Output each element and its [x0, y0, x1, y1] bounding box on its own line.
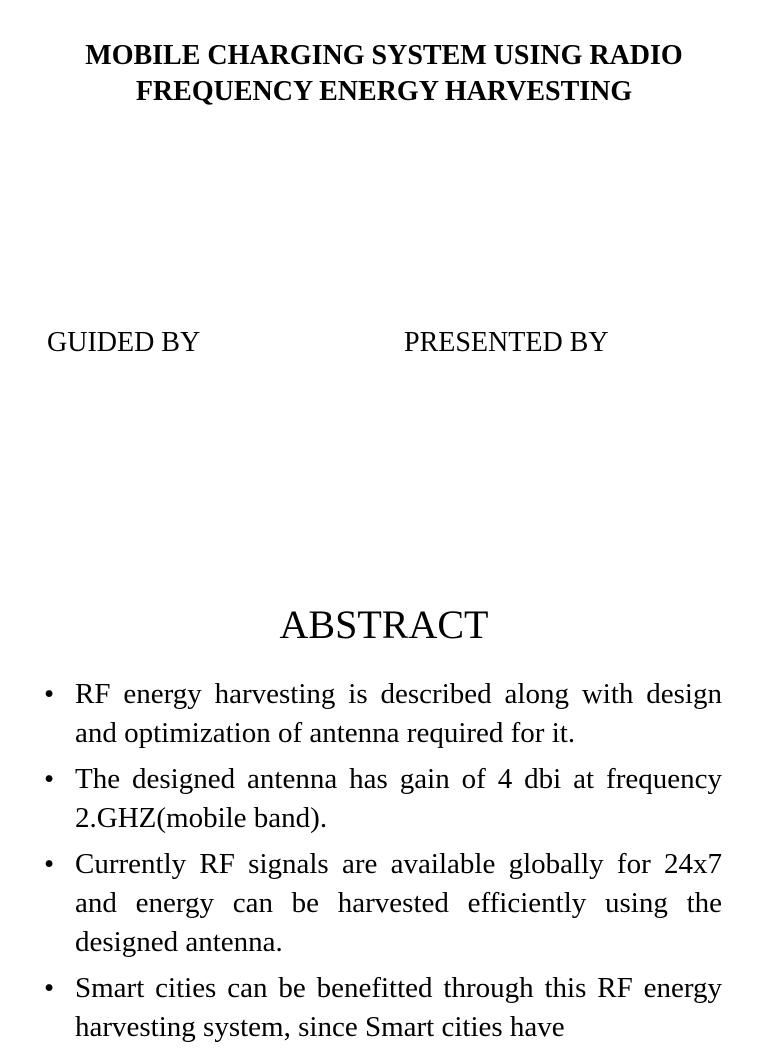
bullet-text: The designed antenna has gain of 4 dbi at frequency 2.GHZ(mobile band). — [75, 763, 722, 834]
abstract-bullet-list — [44, 675, 722, 1054]
abstract-bullet-1 — [44, 675, 722, 753]
bullet-mark: • — [44, 678, 55, 710]
title-line-1: MOBILE CHARGING SYSTEM USING RADIO — [85, 40, 683, 71]
bullet-text: Currently RF signals are available globally for 24x7 and energy can be harvested efficiently using the designed antenna. — [75, 848, 722, 958]
bullet-text: Smart cities can be benefitted through this RF energy harvesting system, since Smart cities have — [75, 972, 722, 1043]
abstract-heading: ABSTRACT — [279, 602, 489, 647]
abstract-bullet-2 — [44, 760, 722, 838]
title-line-2: FREQUENCY ENERGY HARVESTING — [135, 76, 633, 107]
abstract-bullet-4 — [44, 969, 722, 1047]
bullet-text: RF energy harvesting is described along with design and optimization of antenna required for it. — [75, 678, 722, 749]
bullet-mark: • — [44, 972, 55, 1004]
abstract-bullet-3 — [44, 845, 722, 962]
presentation-title — [0, 38, 768, 110]
bullet-mark: • — [44, 848, 55, 880]
abstract-slide — [0, 580, 768, 1043]
presented-by-label: PRESENTED BY — [404, 327, 609, 358]
guided-by-label: GUIDED BY — [47, 327, 201, 358]
bullet-mark: • — [44, 763, 55, 795]
